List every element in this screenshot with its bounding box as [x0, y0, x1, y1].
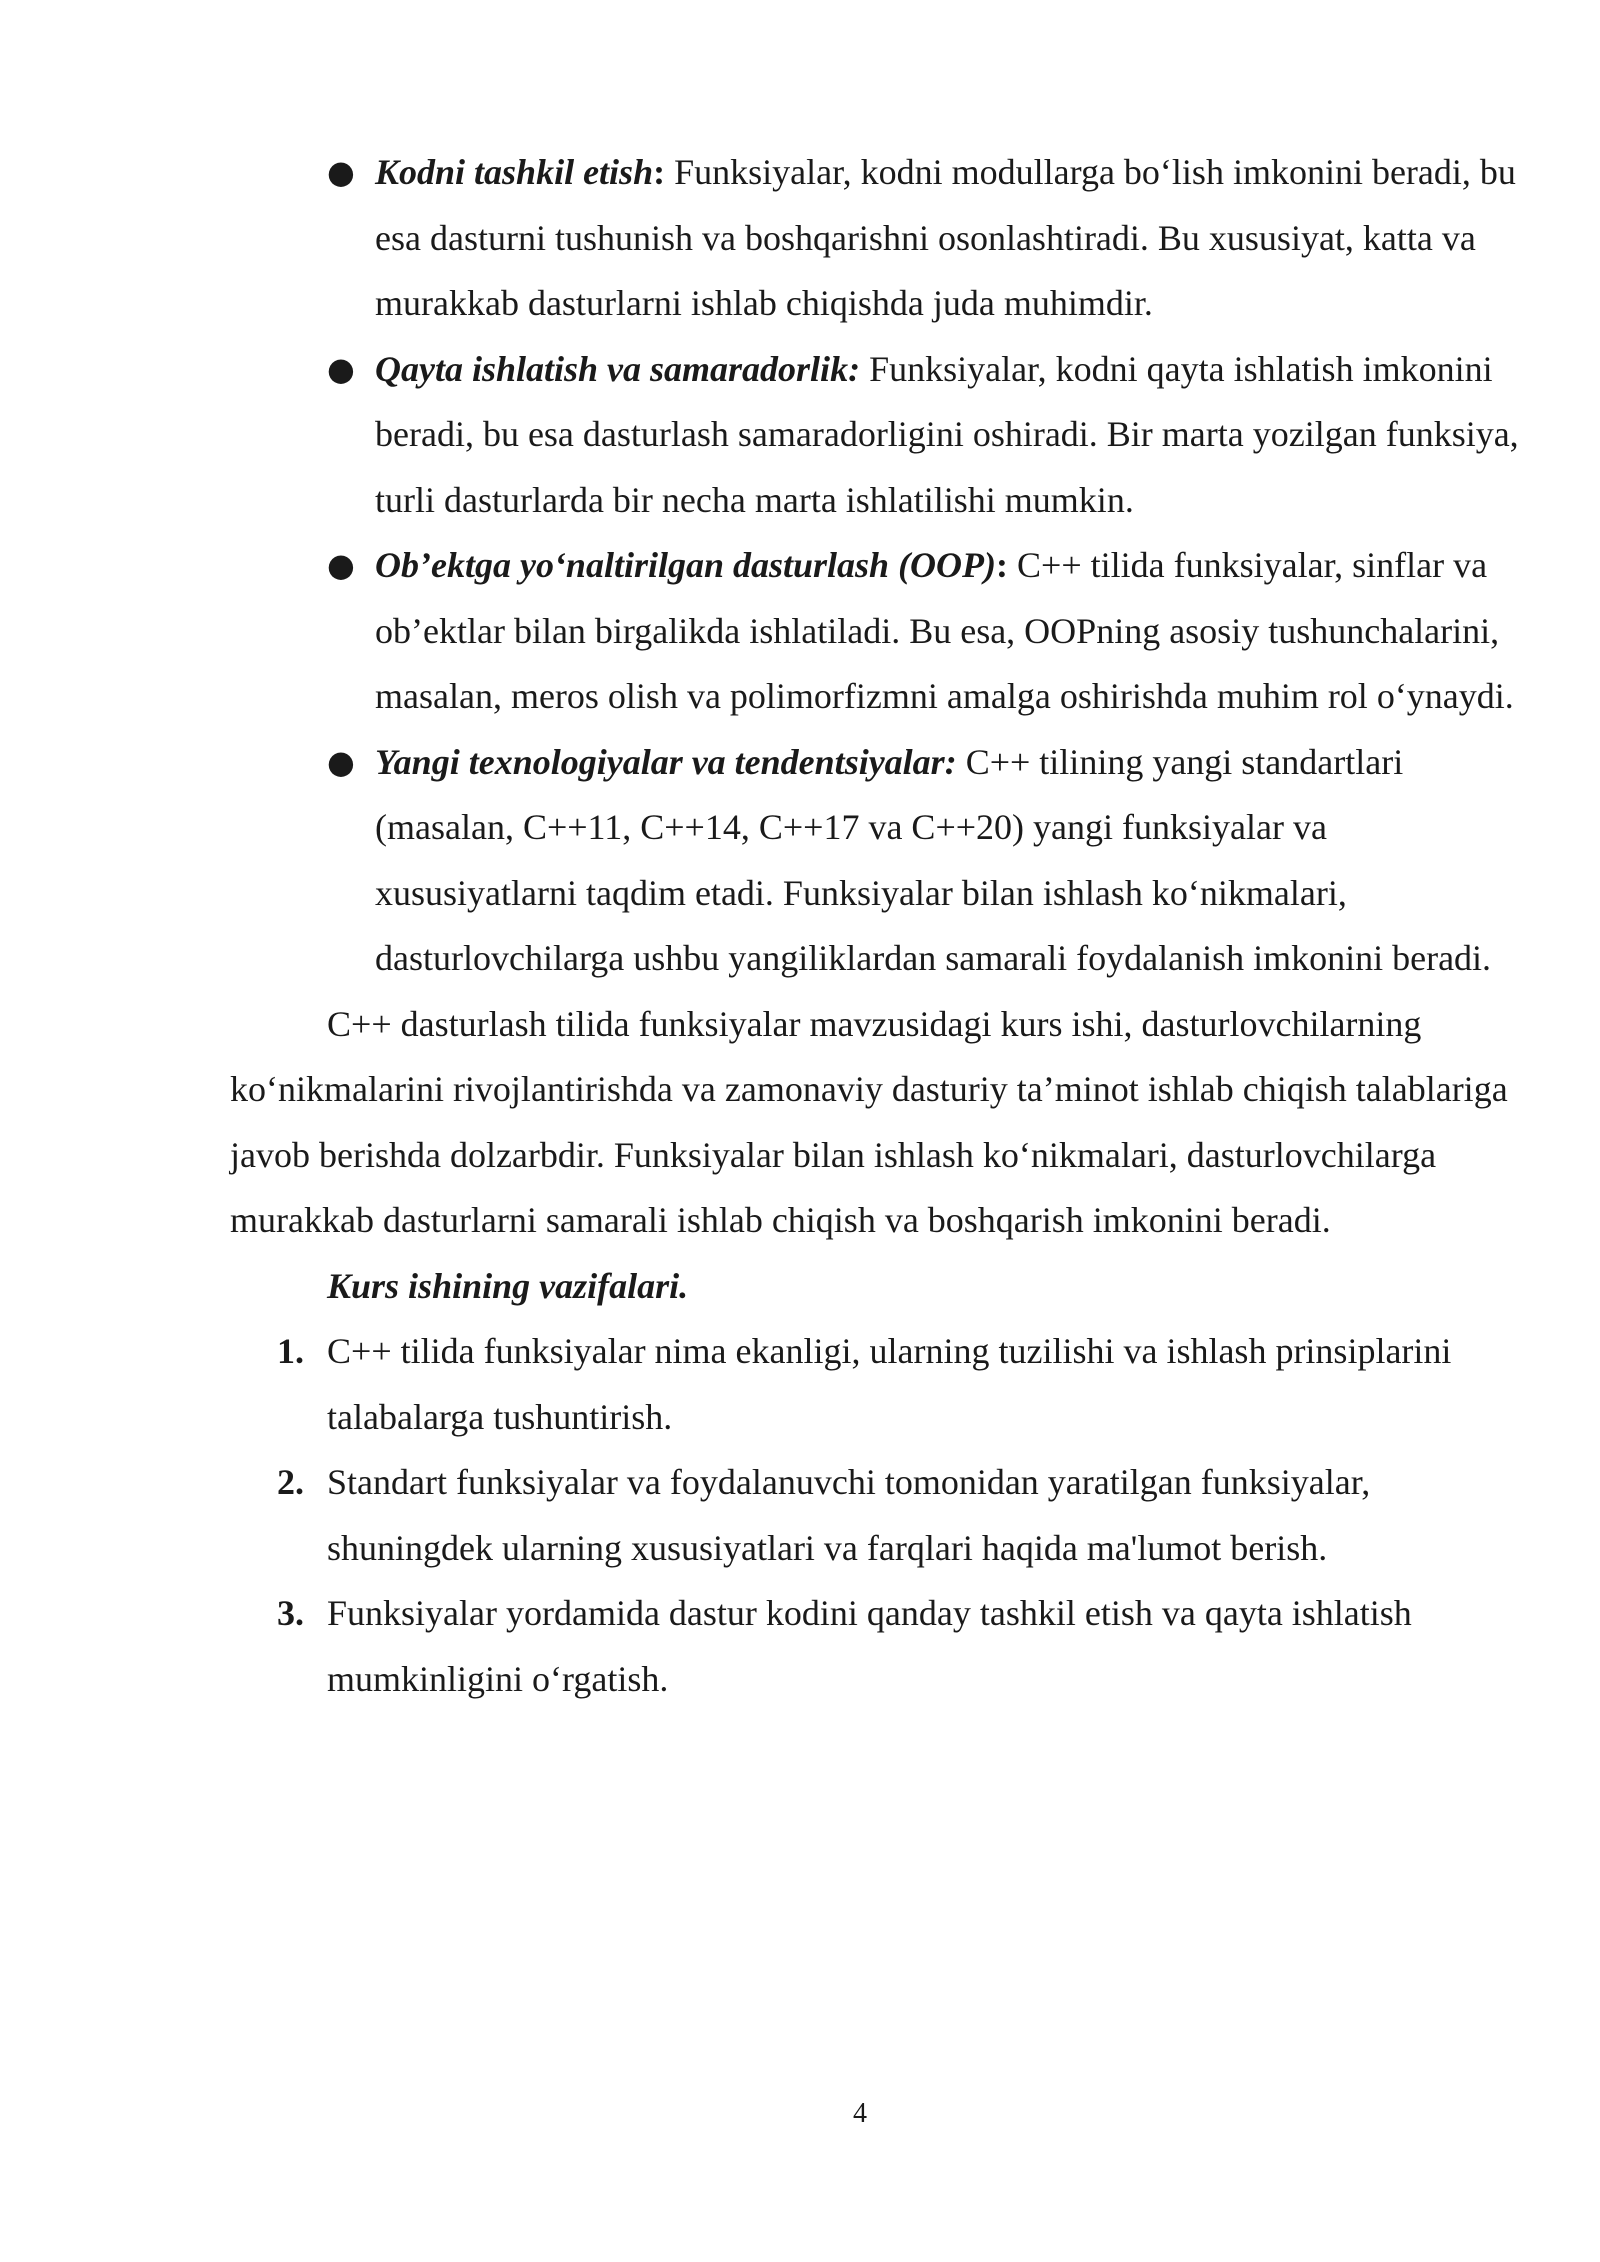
page-content — [230, 140, 1520, 1712]
bullet-list — [230, 140, 1520, 992]
tasks-heading: Kurs ishining vazifalari. — [327, 1265, 689, 1306]
bullet-colon: : — [653, 152, 666, 192]
bullet-icon: ● — [327, 153, 355, 191]
bullet-icon: ● — [327, 742, 355, 781]
page-number: 4 — [853, 2098, 867, 2129]
task-number: 3. — [277, 1593, 304, 1633]
bullet-term: Ob’ektga yo‘naltirilgan dasturlash (OOP) — [375, 545, 997, 585]
tasks-list — [230, 1319, 1520, 1712]
bullet-icon: ● — [327, 546, 355, 584]
bullet-term: Qayta ishlatish va samaradorlik: — [375, 348, 861, 389]
bullet-text: Funksiyalar, kodni qayta ishlatish imkonini beradi, bu esa dasturlash samaradorligini oshiradi. Bir marta yozilgan funksiya, turli dasturlarda bir necha marta ishlatilishi mumkin. — [375, 348, 1519, 520]
task-item — [277, 1319, 1520, 1450]
task-text: Funksiyalar yordamida dastur kodini qanday tashkil etish va qayta ishlatish mumkinligini o‘rgatish. — [327, 1593, 1412, 1699]
task-number: 1. — [277, 1331, 304, 1371]
bullet-text: Funksiyalar, kodni modullarga bo‘lish imkonini beradi, bu esa dasturni tushunish va boshqarishni osonlashtiradi. Bu xususiyat, katta va murakkab dasturlarni ishlab chiqishda juda muhimdir. — [375, 152, 1516, 323]
bullet-colon: : — [996, 545, 1009, 585]
task-item — [277, 1581, 1520, 1712]
bullet-text: C++ tilining yangi standartlari (masalan, C++11, C++14, C++17 va C++20) yangi funksiyalar va xususiyatlarni taqdim etadi. Funksiyalar bilan ishlash ko‘nikmalari, dasturlovchilarga ushbu yangiliklardan samarali foydalanish imkonini beradi. — [375, 741, 1492, 978]
bullet-term: Yangi texnologiyalar va tendentsiyalar: — [375, 741, 957, 782]
bullet-icon: ● — [327, 349, 355, 388]
task-text: Standart funksiyalar va foydalanuvchi tomonidan yaratilgan funksiyalar, shuningdek ularning xususiyatlari va farqlari haqida ma'lumot berish. — [327, 1462, 1371, 1568]
task-text: C++ tilida funksiyalar nima ekanligi, ularning tuzilishi va ishlash prinsiplarini talabalarga tushuntirish. — [327, 1331, 1452, 1437]
bullet-item-new-technologies — [327, 730, 1520, 992]
bullet-text: C++ tilida funksiyalar, sinflar va ob’ektlar bilan birgalikda ishlatiladi. Bu esa, OOPning asosiy tushunchalarini, masalan, meros olish va polimorfizmni amalga oshirishda muhim rol o‘ynaydi. — [375, 545, 1514, 716]
task-item — [277, 1450, 1520, 1581]
bullet-item-reuse-efficiency — [327, 337, 1520, 534]
bullet-item-code-organization — [327, 140, 1520, 337]
task-number: 2. — [277, 1462, 304, 1502]
body-paragraph: C++ dasturlash tilida funksiyalar mavzusidagi kurs ishi, dasturlovchilarning ko‘nikmalarini rivojlantirishda va zamonaviy dasturiy ta’minot ishlab chiqish talablariga javob berishda dolzarbdir. Funksiyalar bilan ishlash ko‘nikmalari, dasturlovchilarga murakkab dasturlarni samarali ishlab chiqish va boshqarish imkonini beradi. — [230, 1003, 1508, 1240]
bullet-item-oop — [327, 533, 1520, 730]
bullet-term: Kodni tashkil etish — [375, 152, 654, 192]
